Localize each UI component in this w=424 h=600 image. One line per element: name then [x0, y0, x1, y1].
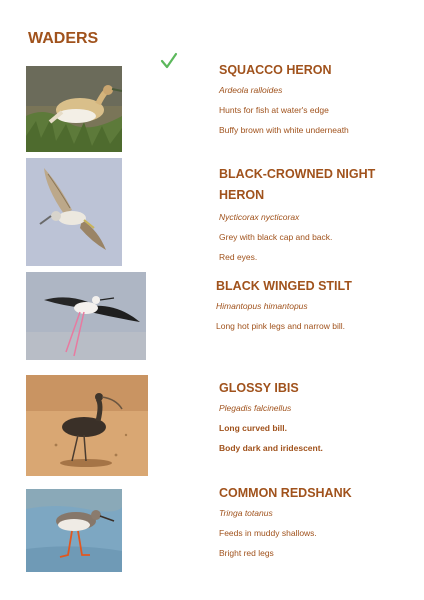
scientific-name: Tringa totanus [219, 508, 273, 518]
bird-name-line: HERON [219, 188, 265, 202]
bird-note: Grey with black cap and back. [219, 232, 333, 242]
night-heron-info [219, 164, 409, 262]
scientific-name: Plegadis falcinellus [219, 403, 292, 413]
night-heron-photo [26, 158, 122, 266]
checkmark-icon [160, 52, 178, 70]
redshank-info [219, 483, 409, 558]
bird-name: BLACK WINGED STILT [216, 279, 352, 293]
bird-note: Feeds in muddy shallows. [219, 528, 317, 538]
bird-note: Long hot pink legs and narrow bill. [216, 321, 345, 331]
scientific-name: Nycticorax nycticorax [219, 212, 300, 222]
page-title: WADERS [28, 30, 99, 47]
bird-name-line: BLACK-CROWNED NIGHT [219, 167, 376, 181]
bird-note: Long curved bill. [219, 423, 288, 433]
scientific-name: Himantopus himantopus [216, 301, 308, 311]
redshank-photo [26, 489, 122, 572]
squacco-heron-photo [26, 66, 122, 152]
bird-name: COMMON REDSHANK [219, 486, 352, 500]
stilt-info [216, 276, 406, 331]
bird-note: Body dark and iridescent. [219, 443, 323, 453]
stilt-photo [26, 272, 146, 360]
glossy-ibis-info [219, 378, 409, 453]
bird-note: Buffy brown with white underneath [219, 125, 349, 135]
glossy-ibis-photo [26, 375, 148, 476]
bird-name: SQUACCO HERON [219, 63, 332, 77]
squacco-heron-info [219, 60, 409, 135]
bird-note: Red eyes. [219, 252, 258, 262]
bird-note: Hunts for fish at water's edge [219, 105, 329, 115]
scientific-name: Ardeola ralloides [219, 85, 283, 95]
bird-note: Bright red legs [219, 548, 274, 558]
bird-name: GLOSSY IBIS [219, 381, 299, 395]
